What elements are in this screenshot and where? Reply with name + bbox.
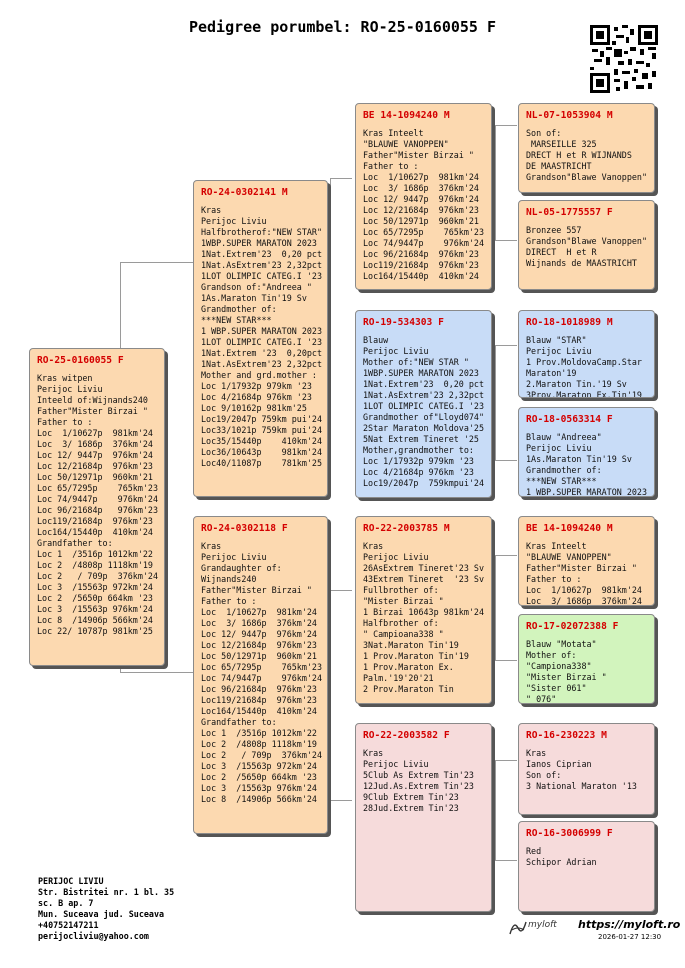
pedigree-line: Fullbrother of: [363, 585, 439, 595]
pedigree-line: Loc 12/ 9447p 976km'24 [363, 194, 479, 204]
pigeon-card-dam[interactable] [193, 516, 328, 834]
pedigree-line: MARSEILLE 325 [526, 139, 597, 149]
pedigree-line: Kras [363, 748, 384, 758]
pedigree-line: Loc 1/17932p 979km '23 [363, 456, 474, 466]
ring-number: RO-17-02072388 F [526, 621, 619, 632]
pedigree-line: Loc 65/7295p 765km'23 [37, 483, 159, 493]
pedigree-line: Loc 3 /15563p 972km'24 [37, 582, 153, 592]
pigeon-card-dds[interactable] [518, 723, 655, 815]
ring-number: BE 14-1094240 M [363, 110, 450, 121]
pedigree-line: Father"Mister Birzai " [526, 563, 637, 573]
pedigree-line: Palm.'19'20'21 [363, 673, 434, 683]
pigeon-card-dsd[interactable] [518, 614, 655, 704]
pedigree-line: Loc164/15440p 410km'24 [37, 527, 153, 537]
pedigree-line: Loc 1 /3516p 1012km'22 [37, 549, 153, 559]
pedigree-line: Father"Mister Birzai " [363, 150, 474, 160]
pedigree-line: 1LOT OLIMPIC CATEG.I '23 [201, 271, 323, 281]
pedigree-line: Kras [201, 541, 222, 551]
pigeon-card-dss[interactable] [518, 516, 655, 606]
pigeon-card-sire-sire[interactable] [355, 103, 492, 290]
pedigree-line: Loc 22/ 10787p 981km'25 [37, 626, 153, 636]
pedigree-line: 43Extrem Tineret '23 Sv [363, 574, 485, 584]
pedigree-line: "Sister 061" [526, 683, 587, 693]
pedigree-line: 1Nat.Extrem'23 0,20 pct [201, 249, 323, 259]
ring-number: RO-18-0563314 F [526, 414, 613, 425]
pedigree-line: Loc 3 /15563p 976km'24 [37, 604, 153, 614]
pigeon-card-ssd[interactable] [518, 200, 655, 290]
pedigree-line: Loc 1/10627p 981km'24 [526, 585, 642, 595]
ring-number: RO-22-2003582 F [363, 730, 450, 741]
pedigree-line: Loc 2 /4808p 1118km'19 [37, 560, 153, 570]
pedigree-line: Loc 2 /5650p 664km '23 [201, 772, 317, 782]
pedigree-line: Grandfather to: [201, 717, 277, 727]
pedigree-line: 1WBP.SUPER MARATON 2023 [201, 238, 317, 248]
pedigree-line: Loc 3 /15563p 972km'24 [201, 761, 317, 771]
pedigree-line: 28Jud.Extrem Tin'23 [363, 803, 459, 813]
pedigree-line: 1LOT OLIMPIC CATEG.I '23 [363, 401, 485, 411]
ring-number: RO-18-1018989 M [526, 317, 613, 328]
pedigree-line: ***NEW STAR*** [526, 476, 597, 486]
pedigree-line: 3 National Maraton '13 [526, 781, 637, 791]
qr-code [590, 25, 658, 93]
pedigree-line: Blauw "Andreea" [526, 432, 602, 442]
pigeon-card-dam-sire[interactable] [355, 516, 492, 704]
ring-number: NL-07-1053904 M [526, 110, 613, 121]
pedigree-line: 2Star Maraton Moldova'25 [363, 423, 485, 433]
pedigree-line: 2 Prov.Maraton Tin [363, 684, 454, 694]
pedigree-line: Loc40/11087p 781km'25 [201, 458, 323, 468]
pedigree-line: 1 Prov.Maraton Ex. [363, 662, 454, 672]
pigeon-card-sire-dam[interactable] [355, 310, 492, 498]
pedigree-line: Loc 12/21684p 976km'23 [363, 205, 479, 215]
pedigree-line: Loc 9/10162p 981km'25 [201, 403, 307, 413]
ring-number: RO-25-0160055 F [37, 355, 124, 366]
pedigree-line: Perijoc Liviu [201, 216, 267, 226]
pedigree-line: Kras [526, 748, 547, 758]
pedigree-line: Loc35/15440p 410km'24 [201, 436, 323, 446]
pedigree-line: " Campioana338 " [363, 629, 444, 639]
pedigree-line: 5Nat Extrem Tineret '25 [363, 434, 479, 444]
pedigree-line: Loc 96/21684p 976km'23 [37, 505, 159, 515]
pedigree-line: 1Nat.Extrem '23 0,20pct [201, 348, 323, 358]
pedigree-line: Kras [363, 541, 384, 551]
pedigree-line: Loc 96/21684p 976km'23 [363, 249, 479, 259]
owner-line: PERIJOC LIVIU [38, 876, 104, 886]
pedigree-line: Loc 1/10627p 981km'24 [363, 172, 479, 182]
pedigree-line: Blauw "Motata" [526, 639, 597, 649]
pedigree-line: Kras Inteelt [363, 128, 424, 138]
pedigree-line: Mother of:"NEW STAR " [363, 357, 469, 367]
pedigree-line: Grandaughter of: [201, 563, 282, 573]
pedigree-line: Loc119/21684p 976km'23 [363, 260, 479, 270]
pedigree-line: Red [526, 846, 542, 856]
pedigree-line: Perijoc Liviu [37, 384, 103, 394]
pigeon-card-subject[interactable] [29, 348, 165, 666]
pedigree-line: Loc 2 /5650p 664km '23 [37, 593, 153, 603]
pigeon-card-sdd[interactable] [518, 407, 655, 497]
pedigree-line: Mother and grd.mother : [201, 370, 317, 380]
site-link[interactable]: https://myloft.ro [578, 918, 681, 931]
pedigree-line: Loc 2 /4808p 1118km'19 [201, 739, 317, 749]
myloft-logo-icon [508, 916, 528, 938]
pedigree-line: Loc 3/ 1686p 376km'24 [37, 439, 153, 449]
ring-number: RO-24-0302141 M [201, 187, 288, 198]
pedigree-line: Loc 3/ 1686p 376km'24 [526, 596, 642, 606]
pedigree-line: Loc19/2047p 759km pui'24 [201, 414, 323, 424]
pedigree-line: 3Prov.Maraton Ex.Tin'19 [526, 390, 642, 398]
ring-number: RO-24-0302118 F [201, 523, 288, 534]
pedigree-line: Loc 1/17932p 979km '23 [201, 381, 312, 391]
pedigree-line: 1 Birzai 10643p 981km'24 [363, 607, 485, 617]
pedigree-line: 1Nat.Extrem'23 0,20 pct [363, 379, 485, 389]
pedigree-line: Loc 74/9447p 976km'24 [363, 238, 485, 248]
pedigree-line: Grandson"Blawe Vanoppen" [526, 172, 648, 182]
pedigree-line: Father to : [201, 596, 257, 606]
pedigree-line: Father to : [526, 574, 582, 584]
pedigree-line: Grandmother of: [201, 304, 277, 314]
pedigree-line: 1As.Maraton Tin'19 Sv [526, 454, 632, 464]
pedigree-line: Grandson of:"Andreea " [201, 282, 312, 292]
pedigree-line: Loc 50/12971p 960km'21 [37, 472, 153, 482]
pedigree-line: Perijoc Liviu [363, 552, 429, 562]
pedigree-line: Father"Mister Birzai " [37, 406, 148, 416]
owner-line: perijocliviu@yahoo.com [38, 931, 149, 941]
pedigree-line: 1Nat.AsExtrem'23 2,32pct [363, 390, 485, 400]
pedigree-line: Perijoc Liviu [526, 346, 592, 356]
pedigree-line: 1Nat.AsExtrem'23 2,32pct [201, 260, 323, 270]
pedigree-line: 1 WBP.SUPER MARATON 2023 [201, 326, 323, 336]
ring-number: RO-16-3006999 F [526, 828, 613, 839]
pedigree-line: "Campiona338" [526, 661, 592, 671]
pedigree-line: DE MAASTRICHT [526, 161, 592, 171]
pedigree-line: Loc19/2047p 759kmpui'24 [363, 478, 485, 488]
pedigree-line: 1 WBP.SUPER MARATON 2023 [526, 487, 648, 497]
pedigree-line: Wijnands240 [201, 574, 257, 584]
pedigree-line: Grandmother of"Lloyd074" [363, 412, 485, 422]
pedigree-line: Grandfather to: [37, 538, 113, 548]
pedigree-line: Loc 74/9447p 976km'24 [37, 494, 159, 504]
pedigree-line: Mother of: [526, 650, 577, 660]
pedigree-line: 12Jud.As.Extrem Tin'23 [363, 781, 474, 791]
pedigree-line: " 076" [526, 694, 557, 704]
pedigree-line: 2.Maraton Tin.'19 Sv [526, 379, 627, 389]
pedigree-line: 3Nat.Maraton Tin'19 [363, 640, 459, 650]
pedigree-line: Loc 12/21684p 976km'23 [37, 461, 153, 471]
pedigree-line: Inteeld of:Wijnands240 [37, 395, 148, 405]
pedigree-line: Schipor Adrian [526, 857, 597, 867]
pigeon-card-sds[interactable] [518, 310, 655, 398]
pedigree-line: Loc36/10643p 981km'24 [201, 447, 323, 457]
pedigree-line: Son of: [526, 770, 562, 780]
pedigree-line: Mother,grandmother to: [363, 445, 474, 455]
owner-line: Str. Bistritei nr. 1 bl. 35 [38, 887, 175, 897]
pedigree-line: Blauw [363, 335, 389, 345]
pedigree-line: Loc 1/10627p 981km'24 [37, 428, 153, 438]
pedigree-line: Blauw "STAR" [526, 335, 587, 345]
pedigree-line: 1Nat.AsExtrem'23 2,32pct [201, 359, 323, 369]
pedigree-line: Loc 96/21684p 976km'23 [201, 684, 317, 694]
pedigree-line: 1As.Maraton Tin'19 Sv [201, 293, 307, 303]
pedigree-line: Loc 12/ 9447p 976km'24 [201, 629, 317, 639]
pedigree-line: Halfbrotherof:"NEW STAR" [201, 227, 323, 237]
ring-number: BE 14-1094240 M [526, 523, 613, 534]
pedigree-line: DIRECT H et R [526, 247, 597, 257]
pedigree-line: Loc164/15440p 410km'24 [201, 706, 317, 716]
ring-number: RO-16-230223 M [526, 730, 607, 741]
pedigree-line: Father to : [363, 161, 419, 171]
pedigree-line: Loc 3/ 1686p 376km'24 [363, 183, 479, 193]
pedigree-line: Loc 65/7295p 765km'23 [363, 227, 485, 237]
pedigree-line: Loc 12/ 9447p 976km'24 [37, 450, 153, 460]
pedigree-line: 1 Prov.MoldovaCamp.Star [526, 357, 642, 367]
pedigree-line: Son of: [526, 128, 562, 138]
ring-number: NL-05-1775557 F [526, 207, 613, 218]
pedigree-line: Kras Inteelt [526, 541, 587, 551]
pedigree-line: Father"Mister Birzai " [201, 585, 312, 595]
pedigree-line: 1 Prov.Maraton Tin'19 [363, 651, 469, 661]
pedigree-line: Perijoc Liviu [526, 443, 592, 453]
timestamp: 2026-01-27 12:30 [598, 933, 662, 941]
pedigree-line: Ianos Ciprian [526, 759, 592, 769]
ring-number: RO-22-2003785 M [363, 523, 450, 534]
page-title: Pedigree porumbel: RO-25-0160055 F [188, 18, 497, 36]
pedigree-line: 1WBP.SUPER MARATON 2023 [363, 368, 479, 378]
pedigree-line: Loc 65/7295p 765km'23 [201, 662, 323, 672]
pedigree-line: Kras [201, 205, 222, 215]
pedigree-line: Loc164/15440p 410km'24 [363, 271, 479, 281]
owner-line: +40752147211 [38, 920, 99, 930]
logo-text: myloft [528, 920, 557, 930]
pigeon-card-sire[interactable] [193, 180, 328, 497]
pedigree-line: Loc 3 /15563p 976km'24 [201, 783, 317, 793]
pedigree-line: Loc33/1021p 759km pui'24 [201, 425, 323, 435]
pedigree-line: 1LOT OLIMPIC CATEG.I '23 [201, 337, 323, 347]
pedigree-line: "BLAUWE VANOPPEN" [526, 552, 612, 562]
pedigree-line: Loc119/21684p 976km'23 [37, 516, 153, 526]
pedigree-line: Loc 1 /3516p 1012km'22 [201, 728, 317, 738]
pedigree-line: 9Club Extrem Tin'23 [363, 792, 459, 802]
pedigree-line: Loc 1/10627p 981km'24 [201, 607, 317, 617]
pedigree-line: Loc 2 / 709p 376km'24 [37, 571, 159, 581]
pedigree-line: Father to : [37, 417, 93, 427]
pedigree-line: Kras witpen [37, 373, 93, 383]
pedigree-line: Loc 4/21684p 976km '23 [201, 392, 312, 402]
pedigree-line: Perijoc Liviu [201, 552, 267, 562]
pigeon-card-dam-dam[interactable] [355, 723, 492, 912]
pedigree-line: Loc 50/12971p 960km'21 [363, 216, 479, 226]
pedigree-line: 26AsExtrem Tineret'23 Sv [363, 563, 485, 573]
pedigree-line: Loc 12/21684p 976km'23 [201, 640, 317, 650]
pedigree-line: Loc 50/12971p 960km'21 [201, 651, 317, 661]
pedigree-line: Grandmother of: [526, 465, 602, 475]
pedigree-line: DRECT H et R WIJNANDS [526, 150, 632, 160]
pedigree-line: 5Club As Extrem Tin'23 [363, 770, 474, 780]
pedigree-line: Loc 3/ 1686p 376km'24 [201, 618, 317, 628]
pedigree-line: Maraton'19 [526, 368, 577, 378]
pedigree-line: Loc 2 / 709p 376km'24 [201, 750, 323, 760]
pedigree-line: "BLAUWE VANOPPEN" [363, 139, 449, 149]
pedigree-line: Loc119/21684p 976km'23 [201, 695, 317, 705]
pedigree-line: Loc 8 /14906p 566km'24 [201, 794, 317, 804]
pedigree-line: ***NEW STAR*** [201, 315, 272, 325]
pedigree-line: Loc 8 /14906p 566km'24 [37, 615, 153, 625]
pedigree-line: Loc 74/9447p 976km'24 [201, 673, 323, 683]
owner-line: Mun. Suceava jud. Suceava [38, 909, 165, 919]
pedigree-line: "Mister Birzai " [526, 672, 607, 682]
owner-info [38, 876, 174, 942]
pedigree-line: Loc 4/21684p 976km '23 [363, 467, 474, 477]
pedigree-line: Perijoc Liviu [363, 346, 429, 356]
pedigree-line: Grandson"Blawe Vanoppen" [526, 236, 648, 246]
pedigree-line: Wijnands de MAASTRICHT [526, 258, 637, 268]
pigeon-card-ddd[interactable] [518, 821, 655, 912]
pedigree-line: Perijoc Liviu [363, 759, 429, 769]
pedigree-line: "Mister Birzai " [363, 596, 444, 606]
pedigree-line: Bronzee 557 [526, 225, 582, 235]
owner-line: sc. B ap. 7 [38, 898, 94, 908]
ring-number: RO-19-534303 F [363, 317, 444, 328]
pigeon-card-sss[interactable] [518, 103, 655, 193]
pedigree-line: Halfbrother of: [363, 618, 439, 628]
